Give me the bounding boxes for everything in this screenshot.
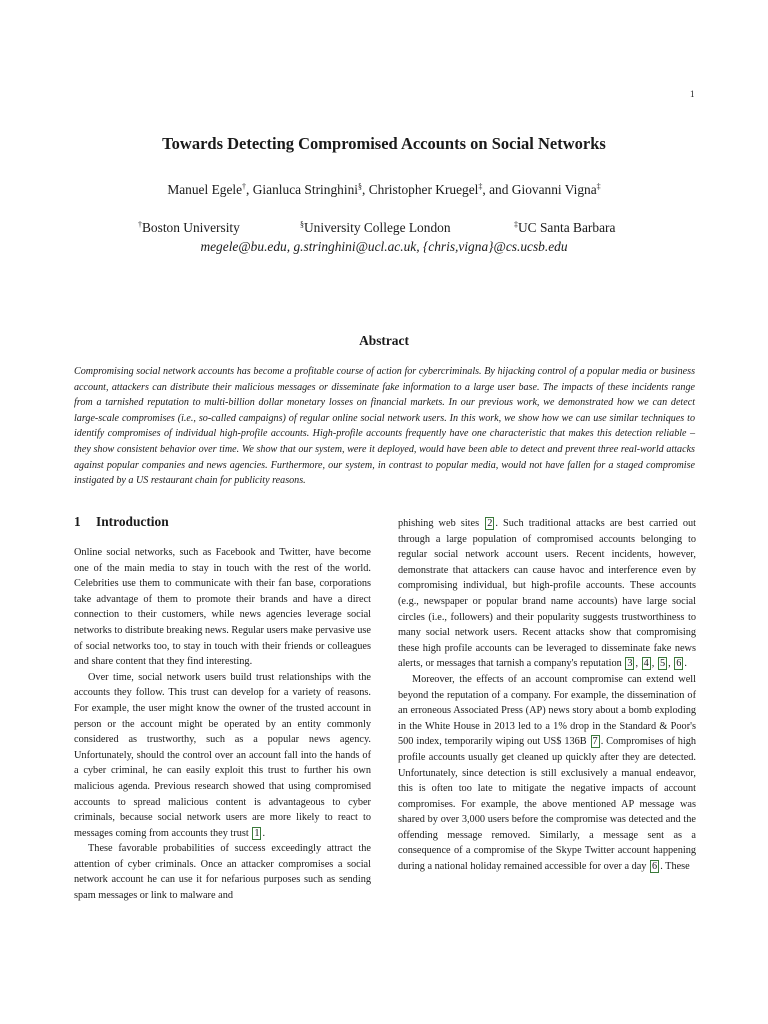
paper-title: Towards Detecting Compromised Accounts on Social Networks bbox=[162, 134, 606, 153]
left-column bbox=[74, 545, 371, 904]
author-name: Giovanni Vigna bbox=[511, 182, 597, 197]
author-separator: , bbox=[246, 182, 253, 197]
paragraph-text: Over time, social network users build trust relationships with the accounts they follow. This trust can develop for a variety of reasons. For example, the user might know the owner of the trusted account in person or the account might be operated by an entity commonly considered as trustworthy, such as a popular news agency. Unfortunately, should the control over an account fall into the hands of a cyber criminal, he can easily exploit this trust to further his own malicious agenda. Previous research showed that using compromised accounts to spread malicious content is advantageous to cyber criminals, because social network users are more likely to react to messages coming from accounts they trust bbox=[74, 671, 371, 839]
paragraph: These favorable probabilities of success exceedingly attract the attention of cyber criminals. Once an attacker compromises a social network account he can use it for nefarious purposes such as sending spam messages or link to malware and bbox=[74, 843, 371, 902]
author-mark: † bbox=[242, 182, 247, 191]
citation-link[interactable]: 1 bbox=[254, 827, 260, 839]
citation-link[interactable]: 2 bbox=[487, 518, 493, 529]
affiliation-name: UC Santa Barbara bbox=[518, 220, 616, 235]
paragraph-text: Moreover, the effects of an account compromise can extend well beyond the reputation of a company. For example, the dissemination of an erroneous Associated Press (AP) news story about a bomb exploding in the White House in 2013 led to a 1% drop in the Standard & Poor's 500 index, temporarily wiping out US$ 136B bbox=[398, 673, 696, 748]
paragraph: Online social networks, such as Facebook and Twitter, have become one of the main media to stay in touch with the rest of the world. Celebrities use them to communicate with their fan base, corporations take advantage of them to promote their brands and have a direct connection to their customers, while news agencies leverage social networks to distribute breaking news. Regular users make pervasive use of social networks too, to stay in touch with their friends or colleagues and share content that they find interesting. bbox=[74, 547, 371, 668]
affiliation-name: University College London bbox=[304, 220, 451, 235]
affiliation-ucsb bbox=[514, 220, 616, 236]
affiliation-name: Boston University bbox=[142, 220, 240, 235]
abstract-body: Compromising social network accounts has become a profitable course of action for cybercriminals. By hijacking control of a popular media or business account, attackers can distribute their malicious messages or disseminate fake information to a large user base. The impacts of these incidents range from a tarnished reputation to multi-billion dollar monetary losses on financial markets. In our previous work, we demonstrated how we can detect large-scale compromises (i.e., so-called campaigns) of regular online social network users. In this work, we show how we can use similar techniques to identify compromises of individual high-profile accounts. High-profile accounts frequently have one characteristic that makes this detection reliable – they show consistent behavior over time. We show that our system, were it deployed, would have been able to detect and prevent three real-world attacks against popular companies and news agencies. Furthermore, our system, in contrast to popular media, would not have fallen for a staged compromise instigated by a US restaurant chain for publicity reasons. bbox=[74, 366, 695, 487]
paragraph-text: . bbox=[262, 827, 266, 839]
citation-link[interactable]: 4 bbox=[643, 658, 649, 670]
affiliation-mark: ‡ bbox=[514, 220, 518, 229]
citation-link[interactable]: 6 bbox=[676, 658, 682, 670]
author-separator: , and bbox=[482, 182, 512, 197]
author-name: Christopher Kruegel bbox=[368, 182, 479, 197]
abstract-heading: Abstract bbox=[359, 333, 409, 348]
author-mark: ‡ bbox=[596, 182, 601, 191]
paragraph bbox=[398, 672, 696, 875]
citation-link[interactable]: 5 bbox=[659, 658, 666, 670]
paragraph: phishing web sites 2 . Such traditional attacks are best carried out through a large population of compromised accounts belonging to regular social network account users. Recent incidents, however, demonstrate that attackers can cause havoc and interference even by compromising individual, but high-profile accounts. These accounts (e.g., newspaper or popular brand name accounts) have large social circles (i.e., followers) and their popularity suggests trustworthiness to many social network users. Recent attacks show that compromising these high profile accounts can be leveraged to disseminate fake news alerts, or messages that tarnish a company's reputation 3 , 4 , 5 , 6 . bbox=[398, 518, 696, 670]
author-name: Manuel Egele bbox=[167, 182, 243, 197]
right-column bbox=[398, 516, 696, 875]
section-title: Introduction bbox=[96, 514, 169, 529]
citation-link[interactable]: 7 bbox=[592, 736, 598, 748]
author-list bbox=[0, 182, 768, 198]
section-heading bbox=[74, 514, 169, 530]
paragraph-text: . These bbox=[660, 861, 690, 873]
affiliation-boston bbox=[138, 220, 240, 236]
author-separator: , bbox=[362, 182, 369, 197]
paragraph-text: phishing web sites bbox=[398, 518, 480, 529]
citation-link[interactable]: 3 bbox=[627, 658, 633, 670]
paragraph bbox=[74, 670, 371, 842]
page-number: 1 bbox=[690, 89, 695, 99]
affiliation-mark: § bbox=[300, 220, 304, 229]
paragraph-text: . Such traditional attacks are best carried out through a large population of compromised accounts belonging to regular social network account users. Recent incidents, however, demonstrate that attackers can cause havoc and interference even by compromising individual, but high-profile accounts. These accounts (e.g., newspaper or popular brand name accounts) have large social circles (i.e., followers) and their popularity suggests trustworthiness to many social network users. Recent attacks show that compromising these high profile accounts can be leveraged to disseminate fake news alerts, or messages that tarnish a company's reputation bbox=[398, 518, 696, 670]
citation-link[interactable]: 6 bbox=[652, 861, 658, 873]
affiliation-ucl bbox=[300, 220, 451, 236]
affiliation-mark: † bbox=[138, 220, 142, 229]
paragraph-text: . Compromises of high profile accounts usually get cleaned up quickly after they are detected. Unfortunately, since detection is still exclusively a manual endeavor, this is often too late to mitigate the negative impacts of account compromises. For example, the above mentioned AP message was shared by over 3,000 users before the compromise was detected and the offending message removed. Similarly, a message sent as a consequence of a compromise of the Skype Twitter account happening during a national holiday remained accessible for over a day bbox=[398, 736, 697, 873]
author-mark: § bbox=[358, 182, 362, 191]
author-emails: megele@bu.edu, g.stringhini@ucl.ac.uk, {chris,vigna}@cs.ucsb.edu bbox=[200, 239, 568, 254]
author-mark: ‡ bbox=[478, 182, 483, 191]
author-name: Gianluca Stringhini bbox=[252, 182, 358, 197]
section-number: 1 bbox=[74, 514, 81, 529]
